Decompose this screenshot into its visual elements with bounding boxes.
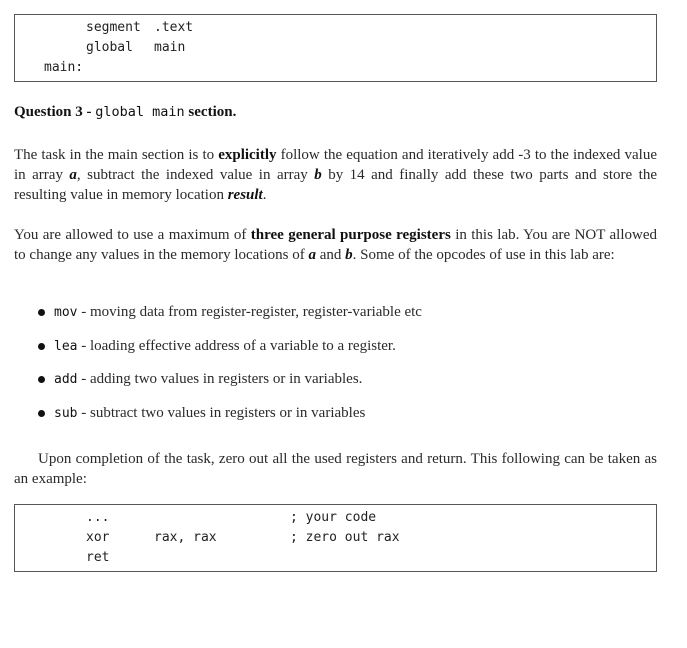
var-result: result	[227, 187, 263, 203]
emphasis-registers: three general purpose registers	[250, 227, 451, 243]
opcode-description: - adding two values in registers or in variables.	[77, 371, 363, 387]
top-code-block	[14, 14, 657, 82]
code-opcode: xor	[86, 530, 110, 545]
bullet-icon	[38, 376, 45, 383]
question-code: global main	[95, 104, 185, 120]
code-comment: ; zero out rax	[290, 530, 400, 545]
opcode-mov: mov	[54, 305, 78, 320]
code-line	[15, 528, 656, 548]
code-line	[15, 548, 656, 568]
opcode-description: - loading effective address of a variable to a register.	[77, 337, 396, 354]
completion-paragraph	[14, 449, 657, 489]
code-line	[15, 18, 656, 38]
opcode-description: - subtract two values in registers or in variables	[77, 404, 366, 421]
var-b: b	[345, 247, 353, 263]
opcode-list	[14, 302, 422, 436]
emphasis-explicitly: explicitly	[218, 147, 277, 163]
register-paragraph	[14, 225, 657, 265]
opcode-sub: sub	[54, 405, 78, 421]
var-b: b	[314, 167, 322, 183]
text-run: The task in the main section is to	[14, 147, 219, 163]
completion-text: Upon completion of the task, zero out all the used registers and return. This following can be taken as an example:	[14, 451, 657, 487]
code-comment: ; your code	[290, 510, 377, 525]
code-args: rax, rax	[154, 530, 217, 545]
question-heading	[14, 104, 236, 121]
question-suffix: section.	[184, 104, 237, 120]
code-label: main:	[44, 60, 84, 75]
code-line	[15, 38, 656, 58]
opcode-lea: lea	[54, 338, 78, 354]
text-run: by 14 and finally add these two parts and store the resulting value in memory location	[14, 167, 657, 203]
code-directive: global	[86, 40, 133, 55]
list-item	[14, 369, 422, 389]
opcode-add: add	[54, 372, 78, 387]
text-run: follow the equation and iteratively add -3 to the indexed value in array	[14, 147, 657, 183]
code-opcode: ...	[86, 510, 110, 525]
text-run: .	[262, 187, 267, 203]
code-directive: segment	[86, 20, 141, 35]
text-run: . Some of the opcodes of use in this lab are:	[352, 247, 615, 263]
example-code-block	[14, 504, 657, 572]
list-item	[14, 302, 422, 322]
text-run: in this lab. You are NOT allowed to change any values in the memory locations of	[14, 227, 657, 263]
code-operand: .text	[154, 20, 194, 35]
bullet-icon	[38, 309, 45, 316]
opcode-description: - moving data from register-register, register-variable etc	[77, 304, 422, 320]
var-a: a	[69, 167, 77, 183]
code-operand: main	[154, 40, 186, 55]
list-item	[14, 336, 422, 356]
text-run: You are allowed to use a maximum of	[14, 227, 251, 243]
var-a: a	[308, 247, 316, 263]
text-run: and	[316, 247, 346, 263]
bullet-icon	[38, 410, 45, 417]
code-opcode: ret	[86, 550, 110, 565]
code-line	[15, 58, 656, 78]
text-run: , subtract the indexed value in array	[76, 167, 315, 183]
code-line	[15, 508, 656, 528]
question-prefix: Question 3 -	[14, 104, 96, 120]
list-item	[14, 403, 422, 423]
task-paragraph	[14, 145, 657, 205]
bullet-icon	[38, 343, 45, 350]
